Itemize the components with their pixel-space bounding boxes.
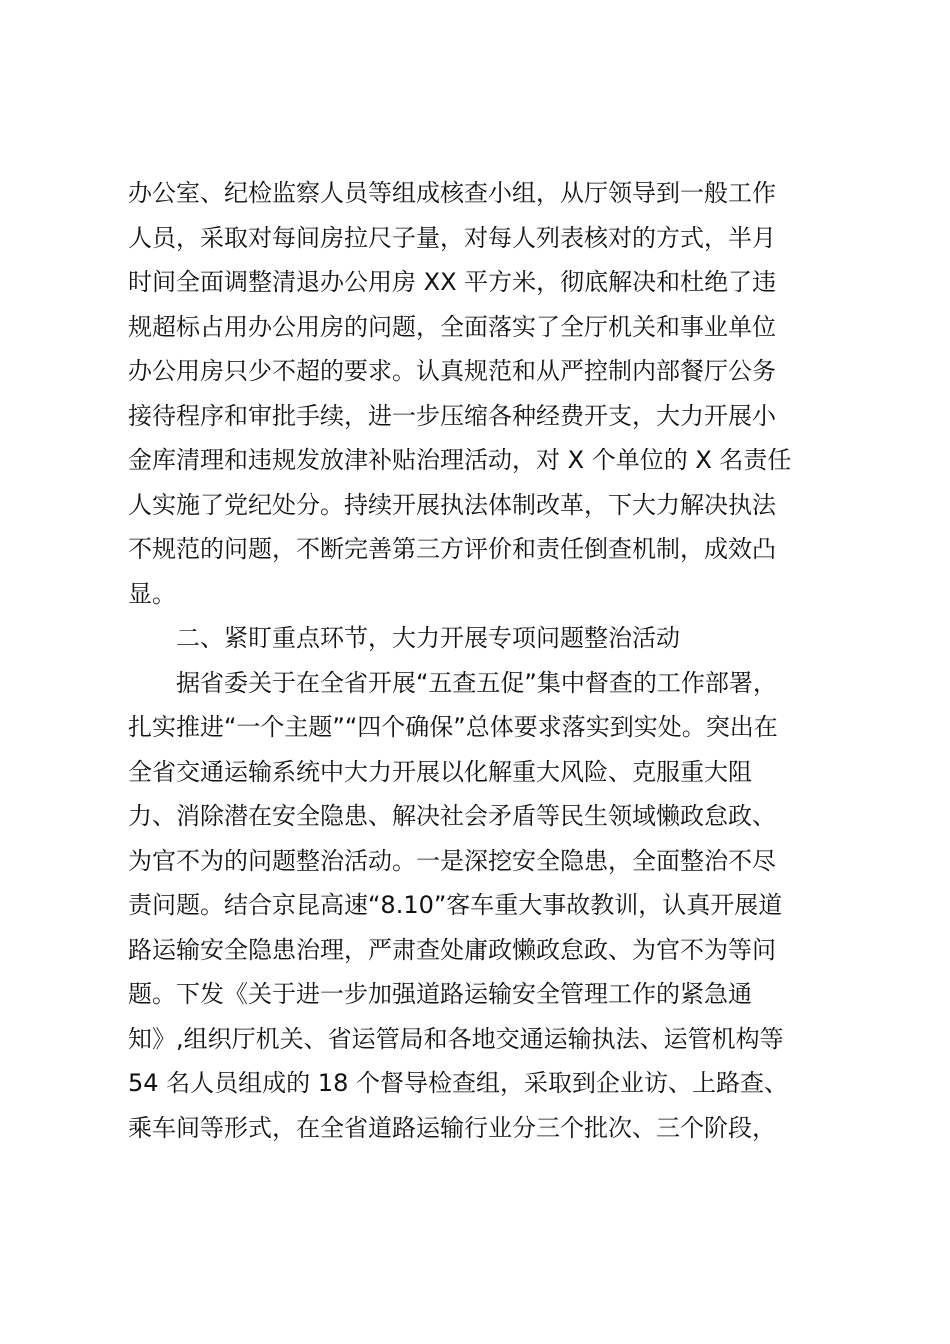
paragraph-line: 题。下发《关于进一步加强道路运输安全管理工作的紧急通 <box>128 980 752 1008</box>
paragraph-line: 全省交通运输系统中大力开展以化解重大风险、克服重大阻 <box>128 757 752 786</box>
paragraph-line: 路运输安全隐患治理，严肃查处庸政懒政怠政、为官不为等问 <box>128 935 776 964</box>
paragraph-line: 接待程序和审批手续，进一步压缩各种经费开支，大力开展小 <box>128 401 776 430</box>
paragraph-line: 力、消除潜在安全隐患、解决社会矛盾等民生领域懒政怠政、 <box>128 802 776 830</box>
document-body <box>128 171 828 1150</box>
paragraph-line: 知》,组织厅机关、省运管局和各地交通运输执法、运管机构等 <box>128 1024 784 1053</box>
paragraph-line: 人员，采取对每间房拉尺子量，对每人列表核对的方式，半月 <box>128 223 776 252</box>
section-heading: 二、紧盯重点环节，大力开展专项问题整治活动 <box>176 624 680 652</box>
paragraph-line: 据省委关于在全省开展“五查五促”集中督查的工作部署， <box>176 668 777 697</box>
paragraph-line: 显。 <box>128 579 176 608</box>
paragraph-line: 责问题。结合京昆高速“8.10”客车重大事故教训，认真开展道 <box>128 891 783 919</box>
paragraph-line: 人实施了党纪处分。持续开展执法体制改革，下大力解决执法 <box>128 490 776 519</box>
paragraph-line: 办公室、纪检监察人员等组成核查小组，从厅领导到一般工作 <box>128 179 776 207</box>
paragraph-line: 为官不为的问题整治活动。一是深挖安全隐患，全面整治不尽 <box>128 846 776 875</box>
paragraph-line: 办公用房只少不超的要求。认真规范和从严控制内部餐厅公务 <box>128 357 776 385</box>
paragraph-line: 不规范的问题，不断完善第三方评价和责任倒查机制，成效凸 <box>128 535 776 563</box>
paragraph-line: 54 名人员组成的 18 个督导检查组，采取到企业访、上路查、 <box>128 1069 788 1097</box>
paragraph-line: 时间全面调整清退办公用房 XX 平方米，彻底解决和杜绝了违 <box>128 268 777 296</box>
paragraph-line: 乘车间等形式，在全省道路运输行业分三个批次、三个阶段， <box>128 1113 776 1142</box>
paragraph-line: 规超标占用办公用房的问题，全面落实了全厅机关和事业单位 <box>128 312 776 341</box>
paragraph-line: 金库清理和违规发放津补贴治理活动，对 X 个单位的 X 名责任 <box>128 446 792 474</box>
paragraph-line: 扎实推进“一个主题”“四个确保”总体要求落实到实处。突出在 <box>128 713 778 741</box>
